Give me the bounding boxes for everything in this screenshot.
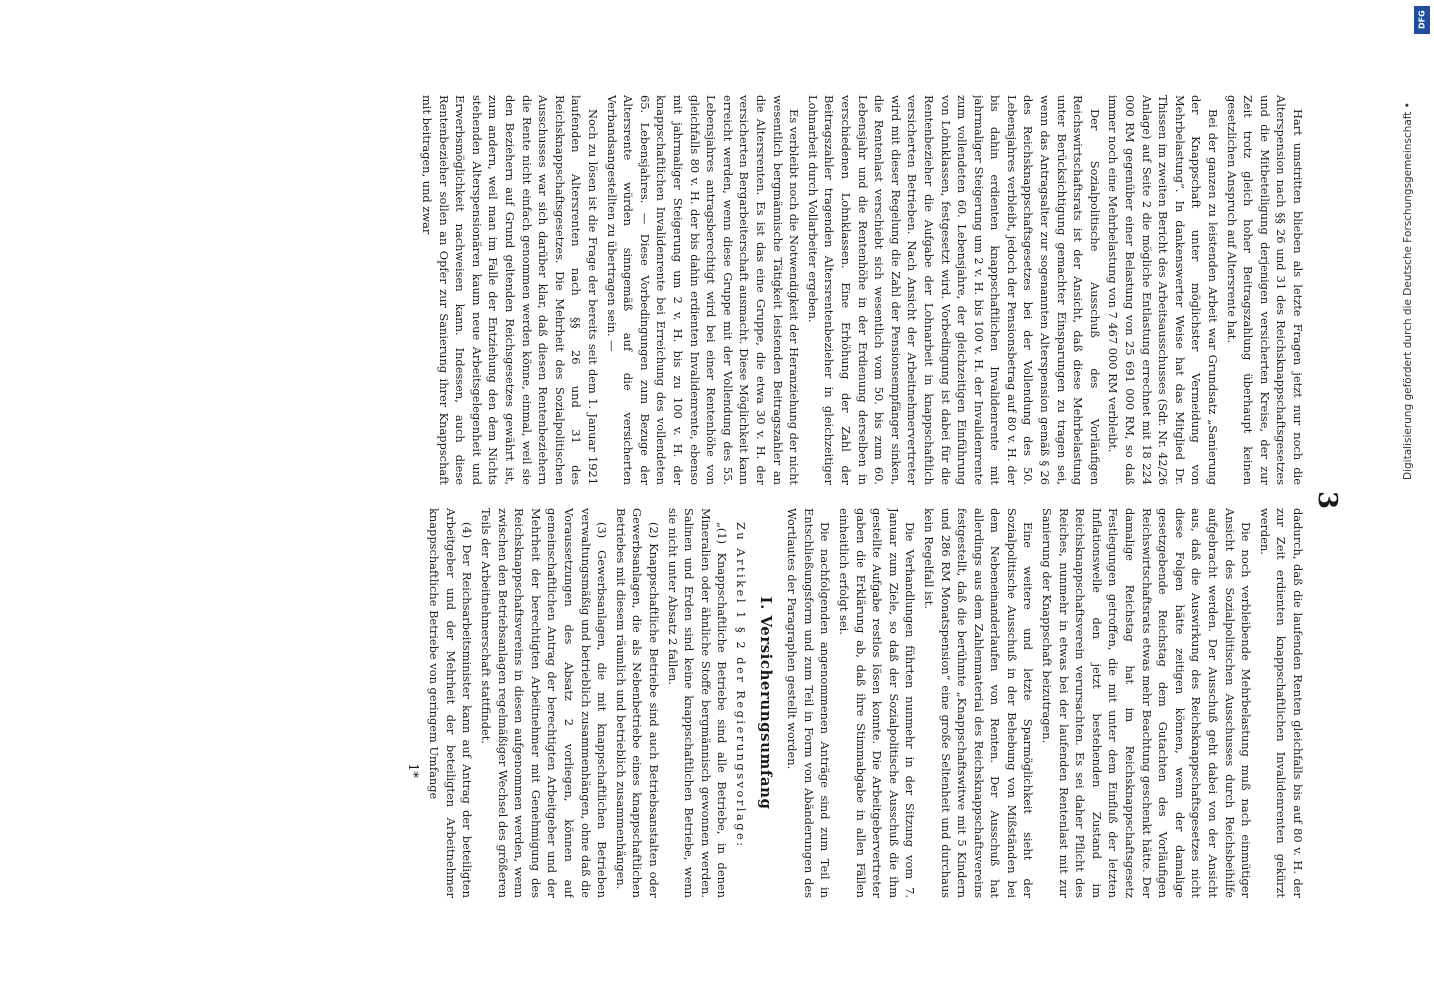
regulation-intro: Zu Artikel 1 § 2 der Regierungsvorlage: [734, 522, 748, 849]
left-paragraph-5: Noch zu lösen ist die Frage der bereits seit dem 1. Januar 1921 laufenden Altersrenten nach §§ 26 und 31 des Reichsknappschaftsgesetzes. Die Mehrheit des Sozialpolitischen Ausschusses war sich darüber klar, daß diesen Rentenbeziehern die Rente nicht einfach genommen werden könne, einmal, weil sie den Beziehern auf Grund geltenden Reichsgesetzes gewährt ist, zum andern, weil man im Falle der Entziehung den dem Nichts stehenden Alterspensionären kaum neue Arbeitsgelegenheit und Erwerbsmöglichkeit nachweisen kann. Indessen, auch diese Rentenbezieher sollen an Opfer zur Sanierung ihrer Knappschaft mit beitragen, und zwar [420, 95, 601, 485]
regulation-paragraph-3: (3) Gewerbsanlagen, die mit knappschaftlichen Betrieben verwaltungsmäßig und betrieblich zusammenhängen, ohne daß die Voraussetzungen des Absatz 2 vorliegen, können auf gemeinschaftlichen Antrag der berechtigten Arbeitgeber und der Mehrheit der berechtigten Arbeitnehmer mit Genehmigung des Reichsknappschaftsvereins in diesen aufgenommen werden, wenn zwischen den Betriebsanlagen regelmäßiger Wechsel des größeren Teils der Arbeitnehmerschaft stattfindet. [479, 508, 610, 898]
right-paragraph-1: dadurch, daß die laufenden Renten gleichfalls bis auf 80 v. H. der zur Zeit erdienten knappschaftlichen Invalidenrenten gekürzt werden. [1257, 508, 1305, 898]
footnote-mark: 1* [404, 763, 420, 778]
right-paragraph-5: Die nachfolgenden angenommenen Anträge sind zum Teil in Entschließungsform und zum Teil in Form von Abänderungen des Wortlautes der Paragraphen gestellt worden. [785, 508, 833, 898]
left-paragraph-2: Bei der ganzen zu leistenden Arbeit war Grundsatz „Sanierung der Knappschaft unter möglichster Vermeidung von Mehrbelastung“. In dankenswerter Weise hat das Mitglied Dr. Thissen im zweiten Bericht des Arbeitsausschusses (Sdr. Nr. 42/26 Anlage) auf Seite 2 die mögliche Entlastung errechnet mit 18 224 000 RM gegenüber einer Belastung von 25 691 000 RM, so daß immer noch eine Mehrbelastung von 7 467 000 RM verbleibt. [1106, 95, 1221, 485]
left-paragraph-1: Hart umstritten blieben als letzte Fragen jetzt nur noch die Alterspension nach §§ 26 und 31 des Reichsknappschaftsgesetzes und die Mitbeteiligung derjenigen versicherten Kreise, der zur Zeit trotz gleich hoher Beitragszahlung überhaupt keinen gesetzlichen Anspruch auf Altersrente hat. [1224, 95, 1305, 485]
section-heading: I. Versicherungsumfang [756, 596, 775, 810]
right-paragraph-3: Eine weitere und letzte Sparmöglichkeit sieht der Sozialpolitische Ausschuß in der Behebung von Mißständen bei dem Nebeneinanderlaufen von Renten. Der Ausschuß hat allerdings aus dem Zahlenmaterial des Reichsknappschaftsvereins festgestellt, daß die berühmte „Knappschaftswitwe mit 5 Kindern und 286 RM Monatspension“ eine große Seltenheit und durchaus kein Regelfall ist. [921, 508, 1036, 898]
left-paragraph-4: Es verbleibt noch die Notwendigkeit der Heranziehung der nicht wesentlich bergmännische Tätigkeit leistenden Beitragszahler an die Altersrenten. Es ist das eine Gruppe, die etwa 30 v. H. der versicherten Bergarbeiterschaft ausmacht. Diese Möglichkeit kann erreicht werden, wenn diese Gruppe mit der Vollendung des 55. Lebensjahres antragsberechtigt wird bei einer Rentenhöhe von gleichfalls 80 v. H. der bis dahin erdienten Invalidenrente, ebenso mit jahrmaliger Steigerung um 2 v. H. bis zu 100 v. H. der knappschaftlichen Invalidenrente bei Erreichung des vollendeten 65. Lebensjahres. — Diese Vorbedingungen zum Bezuge der Altersrente würden sinngemäß auf die versicherten Verbandsangestellten zu übertragen sein. — [604, 95, 802, 485]
page-number: 3 [1312, 490, 1342, 510]
regulation-paragraph-2: (2) Knappschaftliche Betriebe sind auch Betriebsanstalten oder Gewerbsanlagen, die als Nebenbetriebe eines knappschaftlichen Betriebes mit diesem räumlich und betrieblich zusammenhängen. [613, 508, 662, 898]
digitization-credit-text: Digitalisierung gefördert durch die Deutsche Forschungsgemeinschaft • [1402, 102, 1414, 480]
digitization-credit [1402, 0, 1424, 1000]
right-column [136, 508, 1306, 898]
dfg-logo: DFG [1414, 6, 1430, 34]
regulation-paragraph-4: (4) Der Reichsarbeitsminister kann auf Antrag der beteiligten Arbeitgeber und der Mehrheit der beteiligten Arbeitnehmer knappschaftliche Betriebe von geringem Umfange [427, 508, 475, 898]
right-paragraph-2: Die noch verbleibende Mehrbelastung muß nach einmütiger Ansicht des Sozialpolitischen Ausschusses durch Reichsbeihilfe aufgebracht werden. Der Ausschuß geht dabei von der Ansicht aus, daß die Auswirkung des Reichsknappschaftsgesetzes nicht diese Folgen hätte zeitigen können, wenn der damalige gesetzgebende Reichstag dem Gutachten des Vorläufigen Reichswirtschaftsrats etwas mehr Beachtung geschenkt hätte. Der damalige Reichstag hat im Reichsknappschaftsgesetz Festlegungen getroffen, die mit unter dem Einfluß der letzten Inflationswelle den jetzt bestehenden Zustand im Reichsknappschaftsverein verursachten. Es sei daher Pflicht des Reiches, nunmehr in etwas bei der laufenden Rentenlast mit zur Sanierung der Knappschaft beizutragen. [1040, 508, 1254, 898]
left-column [136, 95, 1306, 485]
left-paragraph-3: Der Sozialpolitische Ausschuß des Vorläufigen Reichswirtschaftsrats ist der Ansicht, daß diese Mehrbelastung unter Berücksichtigung gemachter Einsparungen zu tragen sei, wenn das Antragsalter zur sogenannten Alterspension gemäß § 26 des Reichsknappschaftsgesetzes bei der Vollendung des 50. Lebensjahres verbleibt, jedoch der Pensionsbetrag auf 80 v. H. der bis dahin erdienten knappschaftlichen Invalidenrente mit jahrmaliger Steigerung um 2 v. H. bis 100 v. H. der Invalidenrente zum vollendeten 60. Lebensjahre, der gleichzeitigen Einführung von Lohnklassen, festgesetzt wird. Vorbedingung ist dabei für die Rentenbezieher die Aufgabe der Lohnarbeit in knappschaftlich versicherten Betrieben. Nach Ansicht der Arbeitnehmervertreter wird mit dieser Regelung die Zahl der Pensionsempfänger sinken, die Rentenlast verschiebt sich wesentlich vom 50. bis zum 60. Lebensjahr und die Rentenhöhe in der Erdienung derselben in verschiedenen Lohnklassen. Eine Erhöhung der Zahl der Beitragszahler tragenden Altersrentenbezieher in gleichzeitiger Lohnarbeit durch Vollarbeiter ergeben. [805, 95, 1102, 485]
right-paragraph-4: Die Verhandlungen führten nunmehr in der Sitzung vom 7. Januar zum Ziele, so daß der Sozialpolitische Ausschuß die ihm gestellte Aufgabe restlos lösen konnte. Die Arbeitgebervertreter gaben die Erklärung ab, daß ihre Stimmabgabe in allen Fällen einheitlich erfolgt sei. [836, 508, 918, 898]
regulation-paragraph-1: „(1) Knappschaftliche Betriebe sind alle Betriebe, in denen Mineralien oder ähnliche Stoffe bergmännisch gewonnen werden. Salinen und Erden sind keine knappschaftlichen Betriebe, wenn sie nicht unter Absatz 2 fallen. [665, 508, 730, 898]
